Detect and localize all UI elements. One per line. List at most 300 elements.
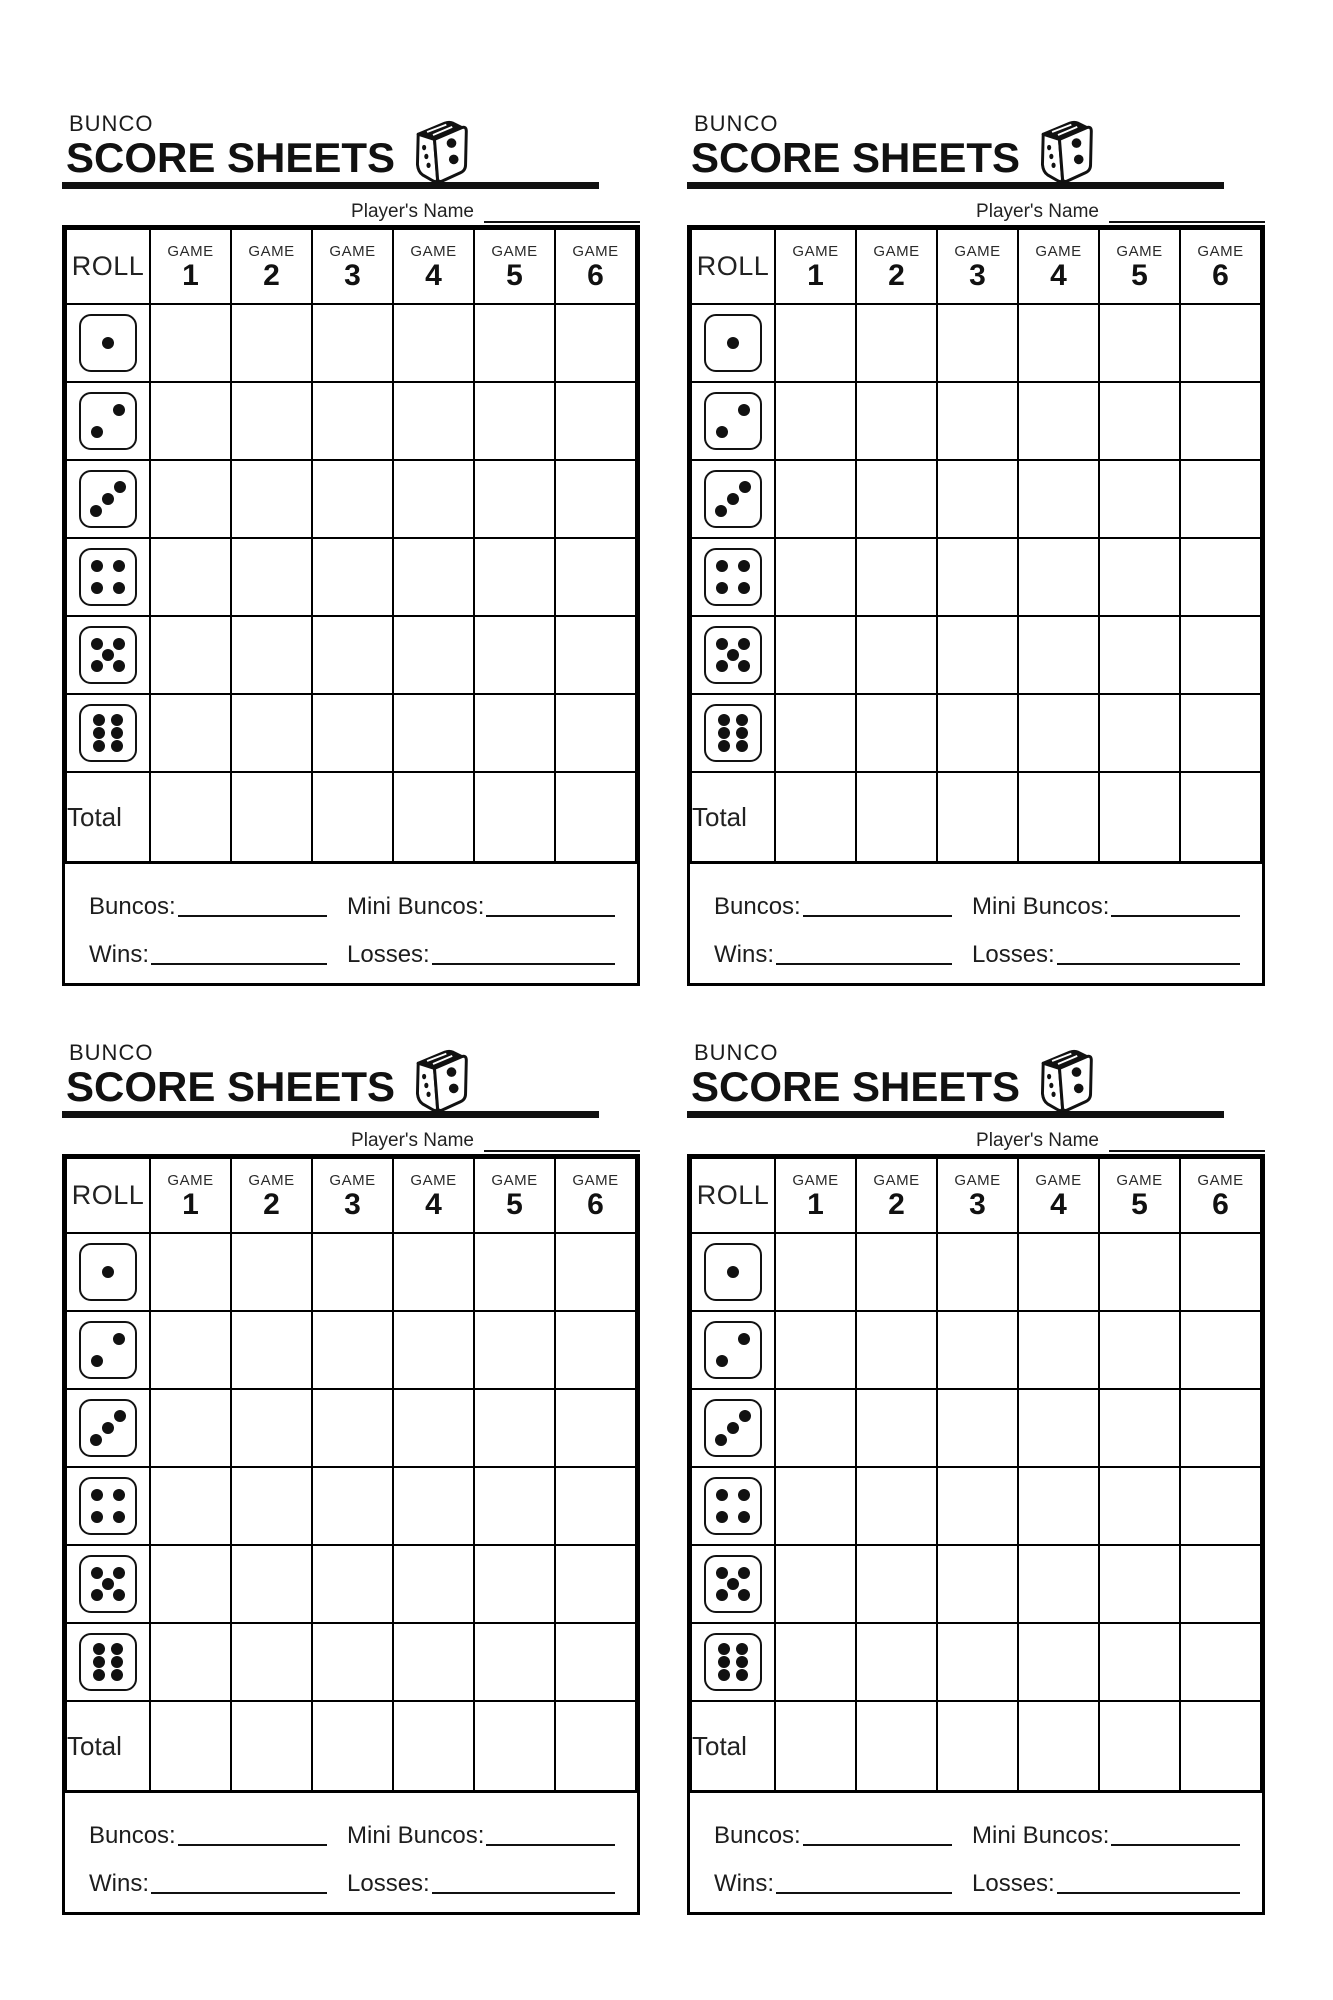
player-name-label: Player's Name [976, 1130, 1099, 1152]
score-cell [150, 382, 231, 460]
die-cell [66, 1545, 150, 1623]
score-cell [775, 538, 856, 616]
score-cell [555, 1389, 636, 1467]
game-6-header-cell [555, 229, 636, 304]
score-cell [474, 1389, 555, 1467]
score-table [65, 228, 637, 863]
die-cell [691, 1311, 775, 1389]
total-row [66, 772, 636, 862]
buncos-group [714, 1805, 952, 1850]
score-cell [937, 382, 1018, 460]
score-cell [1099, 616, 1180, 694]
player-name-line [484, 201, 640, 223]
player-name-row [62, 197, 640, 223]
losses-line [1057, 963, 1240, 965]
score-cell [555, 304, 636, 382]
die-face-6-icon [704, 1633, 762, 1691]
score-cell [555, 1467, 636, 1545]
score-cell [150, 1311, 231, 1389]
game-number: 1 [182, 1188, 199, 1221]
roll-row-6 [691, 1623, 1261, 1701]
score-cell [150, 1389, 231, 1467]
score-cell [312, 304, 393, 382]
roll-header-cell: ROLL [66, 1158, 150, 1233]
game-5-header-cell [1099, 1158, 1180, 1233]
total-label: Total [66, 772, 150, 862]
mini-buncos-label: Mini Buncos: [972, 1822, 1110, 1850]
total-cell [1180, 1701, 1261, 1791]
buncos-group [714, 876, 952, 921]
die-face-1-icon [79, 1243, 137, 1301]
score-cell [312, 1545, 393, 1623]
game-number: 5 [1131, 1188, 1148, 1221]
sheet-title: SCORE SHEETS [691, 134, 1021, 181]
score-cell [474, 694, 555, 772]
die-cell [691, 1623, 775, 1701]
total-cell [393, 1701, 474, 1791]
footer-row-1 [89, 876, 615, 921]
score-cell [150, 1623, 231, 1701]
score-cell [312, 694, 393, 772]
score-cell [1180, 460, 1261, 538]
losses-line [1057, 1892, 1240, 1894]
table-header-row [66, 229, 636, 304]
score-cell [150, 460, 231, 538]
player-name-line [484, 1130, 640, 1152]
score-cell [312, 1311, 393, 1389]
die-cell [691, 1389, 775, 1467]
score-cell [856, 616, 937, 694]
score-cell [937, 304, 1018, 382]
die-face-3-icon [79, 470, 137, 528]
die-cell [66, 460, 150, 538]
losses-label: Losses: [972, 941, 1055, 969]
score-cell [937, 1389, 1018, 1467]
score-cell [1099, 1233, 1180, 1311]
score-box [62, 225, 640, 986]
score-cell [775, 460, 856, 538]
game-label: GAME [329, 1172, 376, 1189]
score-cell [856, 1233, 937, 1311]
die-face-2-icon [79, 1321, 137, 1379]
score-table [690, 1157, 1262, 1792]
score-cell [1099, 382, 1180, 460]
die-cell [691, 1233, 775, 1311]
score-cell [775, 304, 856, 382]
game-1-header-cell [150, 1158, 231, 1233]
score-cell [150, 1467, 231, 1545]
score-cell [150, 694, 231, 772]
score-cell [856, 1311, 937, 1389]
score-cell [1018, 1467, 1099, 1545]
score-cell [1018, 1623, 1099, 1701]
game-number: 2 [888, 259, 905, 292]
score-cell [775, 1311, 856, 1389]
roll-row-6 [66, 694, 636, 772]
title-underline [62, 182, 599, 189]
game-number: 3 [969, 1188, 986, 1221]
game-label: GAME [572, 243, 619, 260]
total-cell [775, 772, 856, 862]
losses-group [347, 1853, 615, 1898]
die-face-3-icon [704, 1399, 762, 1457]
score-cell [312, 1467, 393, 1545]
total-cell [1018, 772, 1099, 862]
total-cell [555, 772, 636, 862]
score-cell [1099, 1311, 1180, 1389]
score-cell [856, 538, 937, 616]
score-cell [555, 1311, 636, 1389]
losses-group [972, 1853, 1240, 1898]
footer-row-2 [89, 924, 615, 969]
game-label: GAME [792, 243, 839, 260]
score-cell [1018, 1389, 1099, 1467]
score-cell [474, 304, 555, 382]
score-cell [1180, 1311, 1261, 1389]
score-cell [312, 1389, 393, 1467]
score-cell [474, 1545, 555, 1623]
roll-row-4 [691, 1467, 1261, 1545]
total-cell [231, 772, 312, 862]
game-label: GAME [410, 243, 457, 260]
score-cell [937, 1623, 1018, 1701]
game-label: GAME [167, 1172, 214, 1189]
wins-label: Wins: [89, 941, 149, 969]
total-cell [1180, 772, 1261, 862]
die-face-4-icon [79, 548, 137, 606]
score-cell [1018, 616, 1099, 694]
game-6-header-cell [555, 1158, 636, 1233]
score-cell [555, 538, 636, 616]
sheet-title: SCORE SHEETS [66, 1063, 396, 1110]
footer-row-1 [89, 1805, 615, 1850]
score-cell [1099, 460, 1180, 538]
score-cell [231, 1389, 312, 1467]
game-number: 2 [263, 259, 280, 292]
score-cell [393, 1311, 474, 1389]
total-cell [1099, 1701, 1180, 1791]
score-cell [474, 1311, 555, 1389]
game-number: 1 [182, 259, 199, 292]
score-cell [856, 1623, 937, 1701]
score-cell [474, 382, 555, 460]
game-2-header-cell [856, 229, 937, 304]
score-cell [1099, 1545, 1180, 1623]
roll-row-3 [691, 1389, 1261, 1467]
score-cell [231, 1311, 312, 1389]
player-name-row [687, 197, 1265, 223]
score-cell [937, 694, 1018, 772]
title-underline [687, 182, 1224, 189]
wins-group [714, 924, 952, 969]
roll-row-4 [691, 538, 1261, 616]
score-cell [474, 1467, 555, 1545]
game-3-header-cell [937, 229, 1018, 304]
score-cell [393, 460, 474, 538]
roll-row-5 [691, 616, 1261, 694]
die-cell [691, 1545, 775, 1623]
total-cell [312, 772, 393, 862]
score-cell [1018, 538, 1099, 616]
sheet-footer [690, 863, 1262, 983]
roll-row-4 [66, 538, 636, 616]
score-cell [231, 616, 312, 694]
wins-label: Wins: [714, 941, 774, 969]
score-cell [775, 694, 856, 772]
footer-row-2 [714, 924, 1240, 969]
total-row [691, 1701, 1261, 1791]
die-face-3-icon [704, 470, 762, 528]
game-2-header-cell [231, 1158, 312, 1233]
roll-row-4 [66, 1467, 636, 1545]
wins-group [89, 1853, 327, 1898]
score-box [62, 1154, 640, 1915]
score-cell [1018, 1233, 1099, 1311]
wins-line [776, 1892, 952, 1894]
score-cell [1099, 1467, 1180, 1545]
game-4-header-cell [1018, 1158, 1099, 1233]
score-cell [775, 1389, 856, 1467]
score-sheet-1 [62, 95, 640, 980]
total-cell [312, 1701, 393, 1791]
game-number: 5 [506, 1188, 523, 1221]
score-cell [474, 460, 555, 538]
roll-row-1 [66, 304, 636, 382]
roll-row-3 [66, 1389, 636, 1467]
score-cell [856, 460, 937, 538]
score-cell [856, 694, 937, 772]
game-5-header-cell [474, 229, 555, 304]
die-face-5-icon [79, 1555, 137, 1613]
die-cell [691, 1467, 775, 1545]
roll-row-2 [66, 382, 636, 460]
score-cell [555, 1545, 636, 1623]
table-header-row [691, 1158, 1261, 1233]
score-cell [1099, 304, 1180, 382]
score-cell [856, 1467, 937, 1545]
die-cell [66, 1311, 150, 1389]
total-row [66, 1701, 636, 1791]
score-cell [393, 382, 474, 460]
score-cell [937, 538, 1018, 616]
score-cell [1018, 382, 1099, 460]
brand-text: BUNCO [69, 1040, 154, 1065]
game-label: GAME [1035, 243, 1082, 260]
player-name-row [62, 1126, 640, 1152]
score-cell [231, 694, 312, 772]
total-cell [231, 1701, 312, 1791]
roll-row-6 [66, 1623, 636, 1701]
die-cell [691, 538, 775, 616]
game-number: 4 [1050, 1188, 1067, 1221]
game-number: 3 [344, 1188, 361, 1221]
total-cell [1099, 772, 1180, 862]
score-cell [937, 1545, 1018, 1623]
score-cell [312, 1233, 393, 1311]
wins-line [151, 963, 327, 965]
score-cell [231, 1623, 312, 1701]
player-name-row [687, 1126, 1265, 1152]
roll-header-cell: ROLL [691, 1158, 775, 1233]
roll-row-2 [691, 382, 1261, 460]
game-label: GAME [572, 1172, 619, 1189]
wins-group [89, 924, 327, 969]
score-cell [775, 382, 856, 460]
score-cell [1180, 1545, 1261, 1623]
brand-text: BUNCO [69, 111, 154, 136]
buncos-label: Buncos: [714, 1822, 801, 1850]
die-cell [66, 1467, 150, 1545]
buncos-label: Buncos: [89, 893, 176, 921]
score-cell [775, 616, 856, 694]
score-cell [393, 1467, 474, 1545]
score-cell [1180, 304, 1261, 382]
roll-row-2 [691, 1311, 1261, 1389]
die-cell [66, 694, 150, 772]
die-cell [66, 1233, 150, 1311]
score-cell [1180, 616, 1261, 694]
game-number: 3 [344, 259, 361, 292]
sheet-title: SCORE SHEETS [66, 134, 396, 181]
die-face-4-icon [79, 1477, 137, 1535]
losses-label: Losses: [347, 1870, 430, 1898]
score-cell [231, 538, 312, 616]
game-number: 5 [506, 259, 523, 292]
game-label: GAME [1116, 1172, 1163, 1189]
mini-buncos-group [347, 876, 615, 921]
roll-row-5 [691, 1545, 1261, 1623]
game-6-header-cell [1180, 229, 1261, 304]
die-face-5-icon [79, 626, 137, 684]
game-label: GAME [1035, 1172, 1082, 1189]
score-cell [393, 1545, 474, 1623]
buncos-group [89, 876, 327, 921]
die-cell [691, 460, 775, 538]
table-header-row [691, 229, 1261, 304]
mini-buncos-group [347, 1805, 615, 1850]
roll-header-cell: ROLL [691, 229, 775, 304]
score-cell [1018, 694, 1099, 772]
losses-group [347, 924, 615, 969]
score-cell [312, 382, 393, 460]
total-cell [150, 1701, 231, 1791]
score-cell [937, 616, 1018, 694]
score-cell [474, 1233, 555, 1311]
game-3-header-cell [312, 1158, 393, 1233]
score-cell [555, 1233, 636, 1311]
score-box [687, 225, 1265, 986]
die-face-6-icon [704, 704, 762, 762]
score-cell [393, 304, 474, 382]
die-face-4-icon [704, 548, 762, 606]
score-cell [150, 616, 231, 694]
game-label: GAME [873, 1172, 920, 1189]
game-number: 6 [587, 1188, 604, 1221]
score-cell [1099, 694, 1180, 772]
dice-logo-icon [1021, 115, 1095, 194]
score-cell [1018, 304, 1099, 382]
score-cell [1099, 538, 1180, 616]
die-cell [691, 382, 775, 460]
brand-text: BUNCO [694, 1040, 779, 1065]
roll-header-cell: ROLL [66, 229, 150, 304]
game-number: 4 [425, 259, 442, 292]
sheet-footer [65, 863, 637, 983]
total-row [691, 772, 1261, 862]
score-cell [474, 1623, 555, 1701]
score-cell [312, 460, 393, 538]
wins-label: Wins: [89, 1870, 149, 1898]
die-face-2-icon [704, 1321, 762, 1379]
dice-logo-icon [396, 1044, 470, 1123]
roll-row-2 [66, 1311, 636, 1389]
game-label: GAME [491, 243, 538, 260]
game-number: 6 [587, 259, 604, 292]
roll-row-1 [691, 1233, 1261, 1311]
score-cell [775, 1467, 856, 1545]
losses-line [432, 1892, 615, 1894]
wins-line [776, 963, 952, 965]
mini-buncos-group [972, 1805, 1240, 1850]
score-table [65, 1157, 637, 1792]
buncos-line [803, 915, 952, 917]
score-cell [856, 1545, 937, 1623]
score-box [687, 1154, 1265, 1915]
mini-buncos-line [1111, 1844, 1240, 1846]
buncos-label: Buncos: [89, 1822, 176, 1850]
game-number: 6 [1212, 1188, 1229, 1221]
score-sheet-4 [687, 1024, 1265, 1909]
die-face-5-icon [704, 626, 762, 684]
losses-line [432, 963, 615, 965]
score-cell [150, 304, 231, 382]
game-4-header-cell [393, 229, 474, 304]
total-label: Total [691, 1701, 775, 1791]
game-1-header-cell [775, 229, 856, 304]
game-1-header-cell [775, 1158, 856, 1233]
table-header-row [66, 1158, 636, 1233]
game-label: GAME [1197, 243, 1244, 260]
game-number: 3 [969, 259, 986, 292]
game-label: GAME [248, 243, 295, 260]
game-5-header-cell [474, 1158, 555, 1233]
game-number: 4 [425, 1188, 442, 1221]
game-4-header-cell [1018, 229, 1099, 304]
die-face-1-icon [704, 314, 762, 372]
score-cell [231, 1545, 312, 1623]
total-cell [937, 772, 1018, 862]
die-face-2-icon [79, 392, 137, 450]
score-cell [231, 460, 312, 538]
buncos-line [178, 915, 327, 917]
roll-row-5 [66, 616, 636, 694]
player-name-label: Player's Name [351, 201, 474, 223]
score-cell [775, 1623, 856, 1701]
score-cell [312, 538, 393, 616]
roll-row-3 [66, 460, 636, 538]
die-face-2-icon [704, 392, 762, 450]
total-cell [474, 1701, 555, 1791]
die-cell [691, 694, 775, 772]
game-3-header-cell [937, 1158, 1018, 1233]
score-cell [1180, 1623, 1261, 1701]
game-number: 1 [807, 259, 824, 292]
total-cell [555, 1701, 636, 1791]
score-cell [231, 1233, 312, 1311]
score-cell [312, 1623, 393, 1701]
player-name-label: Player's Name [976, 201, 1099, 223]
total-cell [393, 772, 474, 862]
